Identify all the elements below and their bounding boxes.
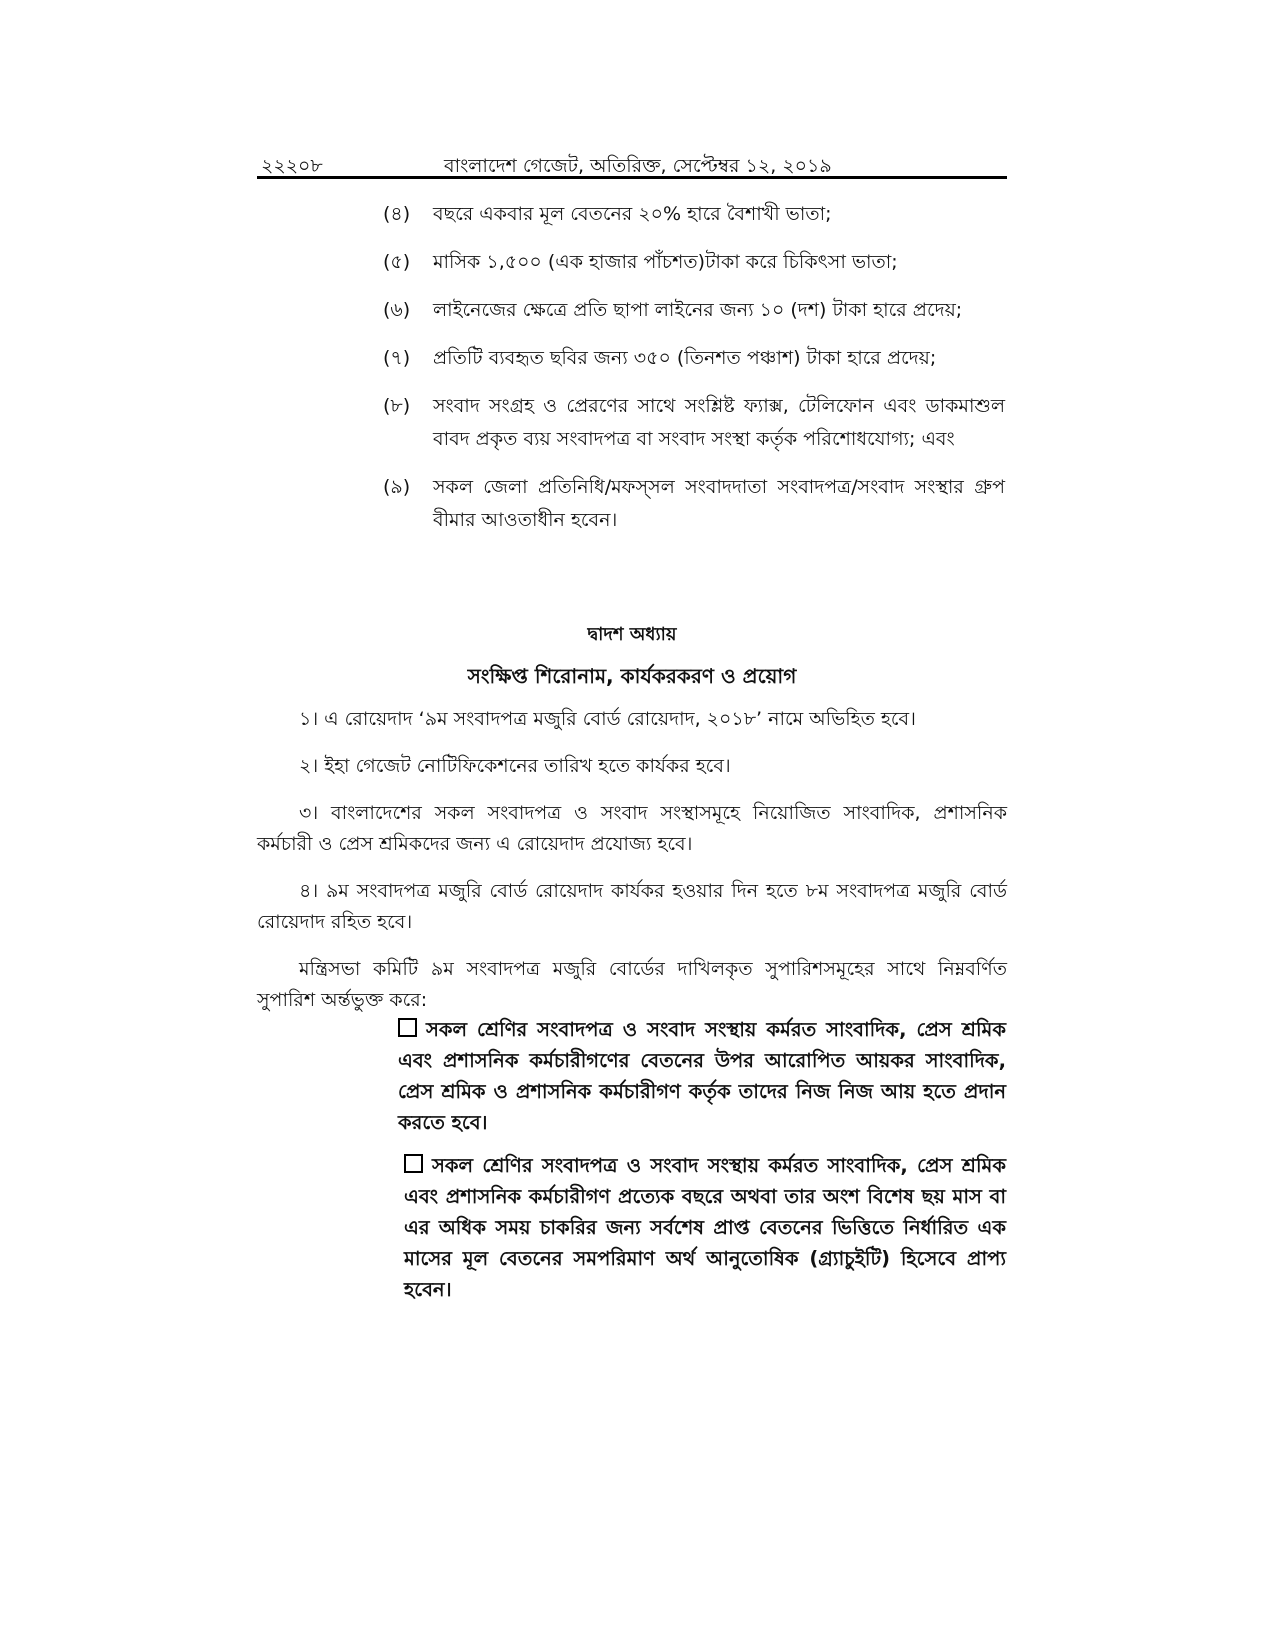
list-item-number: (৬): [383, 299, 411, 321]
list-item: [383, 471, 1005, 537]
list-item: [383, 198, 1005, 231]
list-item-number: (৭): [383, 347, 411, 369]
list-item-number: (৮): [383, 395, 411, 417]
paragraph: ৩। বাংলাদেশের সকল সংবাদপত্র ও সংবাদ সংস্থাসমূহে নিয়োজিত সাংবাদিক, প্রশাসনিক কর্মচারী ও প্রেস শ্রমিকদের জন্য এ রোয়েদাদ প্রযোজ্য হবে।: [257, 802, 1007, 855]
header-rule: [257, 176, 1007, 179]
list-item-text: সকল জেলা প্রতিনিধি/মফস্সল সংবাদদাতা সংবাদপত্র/সংবাদ সংস্থার গ্রুপ বীমার আওতাধীন হবেন।: [433, 476, 1005, 531]
checkbox-icon: [404, 1154, 423, 1173]
body-paragraphs: [257, 704, 1007, 1032]
chapter-title: দ্বাদশ অধ্যায়: [587, 624, 677, 645]
paragraph: ১। এ রোয়েদাদ ‘৯ম সংবাদপত্র মজুরি বোর্ড রোয়েদাদ, ২০১৮’ নামে অভিহিত হবে।: [299, 708, 916, 730]
list-item-text: লাইনেজের ক্ষেত্রে প্রতি ছাপা লাইনের জন্য ১০ (দশ) টাকা হারে প্রদেয়;: [433, 299, 963, 321]
section-title: সংক্ষিপ্ত শিরোনাম, কার্যকরকরণ ও প্রয়োগ: [467, 664, 797, 688]
list-item: [383, 294, 1005, 327]
list-item-text: মাসিক ১,৫০০ (এক হাজার পাঁচশত)টাকা করে চিকিৎসা ভাতা;: [433, 251, 898, 273]
list-item-number: (৯): [383, 476, 411, 498]
allowance-list: [383, 198, 1005, 552]
paragraph: ২। ইহা গেজেট নোটিফিকেশনের তারিখ হতে কার্যকর হবে।: [299, 755, 731, 777]
list-item: [383, 246, 1005, 279]
page-number: ২২২০৮: [261, 155, 323, 177]
paragraph: ৪। ৯ম সংবাদপত্র মজুরি বোর্ড রোয়েদাদ কার্যকর হওয়ার দিন হতে ৮ম সংবাদপত্র মজুরি বোর্ড রোয়েদাদ রহিত হবে।: [257, 880, 1007, 933]
recommendation-text: সকল শ্রেণির সংবাদপত্র ও সংবাদ সংস্থায় কর্মরত সাংবাদিক, প্রেস শ্রমিক এবং প্রশাসনিক কর্মচারীগণ প্রত্যেক বছরে অথবা তার অংশ বিশেষ ছয় মাস বা এর অধিক সময় চাকরির জন্য সর্বশেষ প্রাপ্ত বেতনের ভিত্তিতে নির্ধারিত এক মাসের মূল বেতনের সমপরিমাণ অর্থ আনুতোষিক (গ্র্যাচুইটি) হিসেবে প্রাপ্য হবেন।: [404, 1154, 1006, 1301]
recommendation-item: [404, 1150, 1006, 1305]
list-item-text: প্রতিটি ব্যবহৃত ছবির জন্য ৩৫০ (তিনশত পঞ্চাশ) টাকা হারে প্রদেয়;: [433, 347, 937, 369]
running-head: বাংলাদেশ গেজেট, অতিরিক্ত, সেপ্টেম্বর ১২, ২০১৯: [444, 155, 832, 177]
list-item: [383, 342, 1005, 375]
list-item-text: বছরে একবার মূল বেতনের ২০% হারে বৈশাখী ভাতা;: [433, 203, 832, 225]
recommendation-text: সকল শ্রেণির সংবাদপত্র ও সংবাদ সংস্থায় কর্মরত সাংবাদিক, প্রেস শ্রমিক এবং প্রশাসনিক কর্মচারীগণের বেতনের উপর আরোপিত আয়কর সাংবাদিক, প্রেস শ্রমিক ও প্রশাসনিক কর্মচারীগণ কর্তৃক তাদের নিজ নিজ আয় হতে প্রদান করতে হবে।: [398, 1018, 1006, 1134]
page-header: [257, 150, 1007, 176]
list-item: [383, 390, 1005, 456]
checkbox-icon: [398, 1018, 417, 1037]
recommendation-item: [398, 1014, 1006, 1138]
list-item-number: (৪): [383, 203, 411, 225]
list-item-text: সংবাদ সংগ্রহ ও প্রেরণের সাথে সংশ্লিষ্ট ফ্যাক্স, টেলিফোন এবং ডাকমাশুল বাবদ প্রকৃত ব্যয় সংবাদপত্র বা সংবাদ সংস্থা কর্তৃক পরিশোধযোগ্য; এবং: [433, 395, 1005, 450]
list-item-number: (৫): [383, 251, 411, 273]
paragraph: মন্ত্রিসভা কমিটি ৯ম সংবাদপত্র মজুরি বোর্ডের দাখিলকৃত সুপারিশসমূহের সাথে নিম্নবর্ণিত সুপারিশ অর্ন্তভুক্ত করে:: [257, 958, 1007, 1011]
